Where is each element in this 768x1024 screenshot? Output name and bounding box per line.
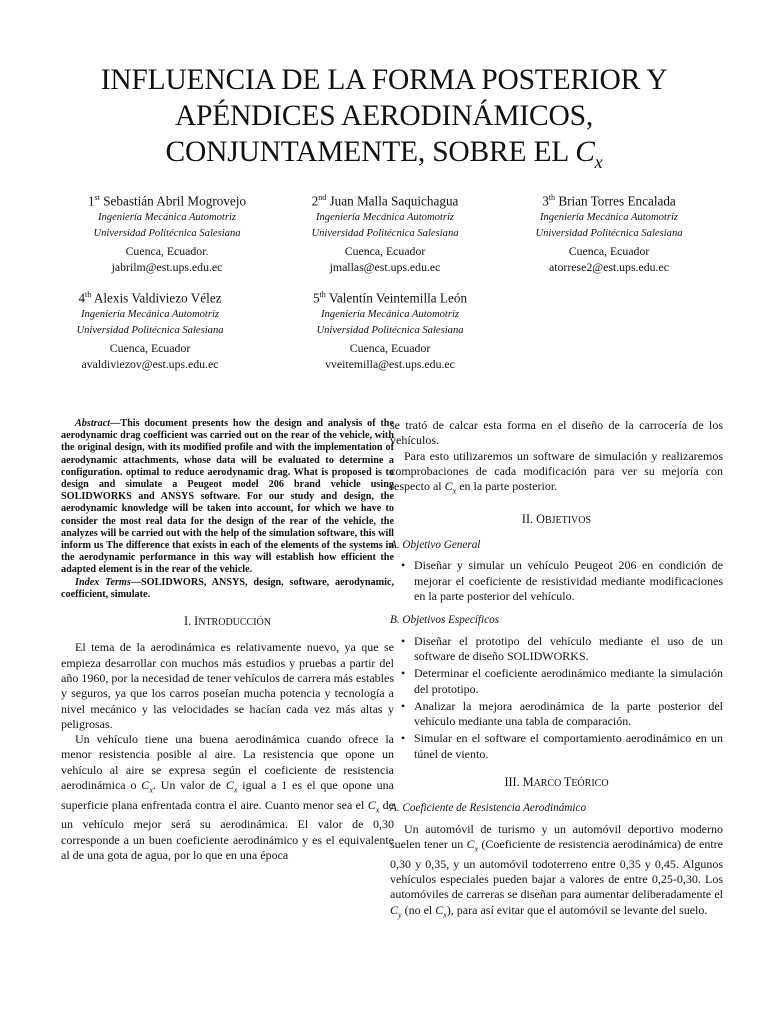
author-department: Ingeniería Mecánica Automotriz [320,308,460,320]
author-department: Ingeniería Mecánica Automotriz [315,211,455,223]
author-1 [62,190,272,276]
author-city: Cuenca, Ecuador [109,340,191,355]
author-5 [280,287,500,373]
right-column [390,418,723,922]
index-terms: Index Terms—SOLIDWORS, ANSYS, design, software, aerodynamic, coefficient, simulate. [61,576,394,600]
list-item: • Simular en el software el comportamiento aerodinámico en un túnel de viento. [414,731,723,762]
author-university: Universidad Politécnica Salesiana [535,228,683,240]
author-university: Universidad Politécnica Salesiana [311,228,459,240]
title-line-2: APÉNDICES AERODINÁMICOS, [174,100,594,132]
objetivo-general-list [390,558,723,604]
author-email[interactable]: avaldiviezov@est.ups.edu.ec [81,357,219,372]
intro-paragraph-3: Para esto utilizaremos un software de simulación y realizaremos comprobaciones de cada modificación para ver su mejoría con respecto al $C_x$ en la parte posterior. [390,448,723,496]
author-university: Universidad Politécnica Salesiana [316,325,464,337]
author-3 [500,190,718,276]
author-name: 3th Brian Torres Encalada [542,193,676,209]
intro-paragraph-1: El tema de la aerodinámica es relativamente nuevo, ya que se empieza desarrollar con muchos más estudios y pruebas a partir del año 1960, por la necesidad de tener vehículos de carrera más estables y seguros, ya que los carros poseían mucha potencia y tecnología a nivel mecánico y las velocidades se hacían cada vez más altas y peligrosas. [61,640,394,731]
marco-paragraph-1: Un automóvil de turismo y un automóvil deportivo moderno suelen tener un $C_x$ (Coeficiente de resistencia aerodinámica) de entre 0,30 y 0,35, y un automóvil todoterreno entre 0,35 y 0,45. Algunos vehículos especiales pueden bajar a valores de entre 0,25-0,30. Los automóviles de carreras se diseñan para aumentar deliberadamente el $C_y$ (no el $C_x$), para así evitar que el automóvil se levante del suelo. [390,821,723,919]
author-email[interactable]: vveitemilla@est.ups.edu.ec [325,357,455,372]
section-heading-marco-teorico: III. MARCO TEÓRICO [504,775,609,790]
author-city: Cuenca, Ecuador [568,243,650,258]
author-2 [276,190,494,276]
author-university: Universidad Politécnica Salesiana [93,228,241,240]
author-name: 1st Sebastián Abril Mogrovejo [87,193,247,209]
author-department: Ingeniería Mecánica Automotriz [97,211,237,223]
title-line-3: CONJUNTAMENTE, SOBRE EL $C_x$ [165,136,603,172]
author-city: Cuenca, Ecuador [349,340,431,355]
title-line-1: INFLUENCIA DE LA FORMA POSTERIOR Y [100,64,668,96]
author-university: Universidad Politécnica Salesiana [76,325,224,337]
objetivos-especificos-list [390,634,723,762]
subsection-objetivo-general: A. Objetivo General [390,539,481,552]
author-city: Cuenca, Ecuador. [125,243,209,258]
author-department: Ingeniería Mecánica Automotriz [80,308,220,320]
author-email[interactable]: atorrese2@est.ups.edu.ec [549,260,669,275]
subsection-coeficiente: A. Coeficiente de Resistencia Aerodinámico [390,802,587,815]
section-heading-introduccion: I. INTRODUCCIÓN [184,614,271,629]
left-column [61,418,394,863]
author-name: 5th Valentín Veintemilla León [312,290,468,306]
abstract: Abstract—This document presents how the design and analysis of the aerodynamic drag coefficient was carried out on the rear of the vehicle, with the original design, with its modified profile and with the implementation of aerodynamic attachments, whose data will be evaluated to determine a configuration. optimal to reduce aerodynamic drag. What is proposed is to design and simulate a Peugeot model 206 brand vehicle using SOLIDWORKS and ANSYS software. For our study and design, the aerodynamic knowledge will be taken into account, for which we have to consider the most real data for the design of the rear of the vehicle, the analyzes will be carried out with the help of the simulation software, this will inform us The difference that exists in each of the elements of the systems in the aerodynamic performance in this way will establish how efficient the adapted element is in the rear of the vehicle. [61,418,394,576]
section-heading-objetivos: II. OBJETIVOS [521,511,592,526]
subsection-objetivos-especificos: B. Objetivos Específicos [390,614,500,627]
intro-paragraph-2: Un vehículo tiene una buena aerodinámica cuando ofrece la menor resistencia posible al aire. La resistencia que opone un vehículo al aire se expresa según el coeficiente de resistencia aerodinámica o $C_x$. Un valor de $C_x$ igual a 1 es el que opone una superficie plana enfrentada contra el aire. Cuanto menor sea el $C_x$ de un vehículo mejor será su aerodinámica. El valor de 0,30 corresponde a un buen coeficiente aerodinámico y es el equivalente al de una gota de agua, por lo que en una época [61,732,394,862]
author-email[interactable]: jabrilm@est.ups.edu.ec [111,260,223,275]
author-name: 2nd Juan Malla Saquichagua [311,193,459,209]
author-department: Ingeniería Mecánica Automotriz [539,211,679,223]
author-name: 4th Alexis Valdiviezo Vélez [78,290,222,306]
list-item: • Analizar la mejora aerodinámica de la parte posterior del vehículo mediante una tabla de comparación. [414,699,723,730]
intro-paragraph-2-continued: se trató de calcar esta forma en el diseño de la carrocería de los vehículos. [390,418,723,448]
author-email[interactable]: jmallas@est.ups.edu.ec [329,260,441,275]
list-item: • Diseñar y simular un vehículo Peugeot 206 en condición de mejorar el coeficiente de resistividad mediante modificaciones en la parte posterior del vehículo. [414,558,723,604]
list-item: • Determinar el coeficiente aerodinámico mediante la simulación del prototipo. [414,666,723,697]
list-item: • Diseñar el prototipo del vehículo mediante el uso de un software de diseño SOLIDWORKS. [414,634,723,665]
paper-title [40,62,728,180]
author-4 [40,287,260,373]
author-city: Cuenca, Ecuador [344,243,426,258]
